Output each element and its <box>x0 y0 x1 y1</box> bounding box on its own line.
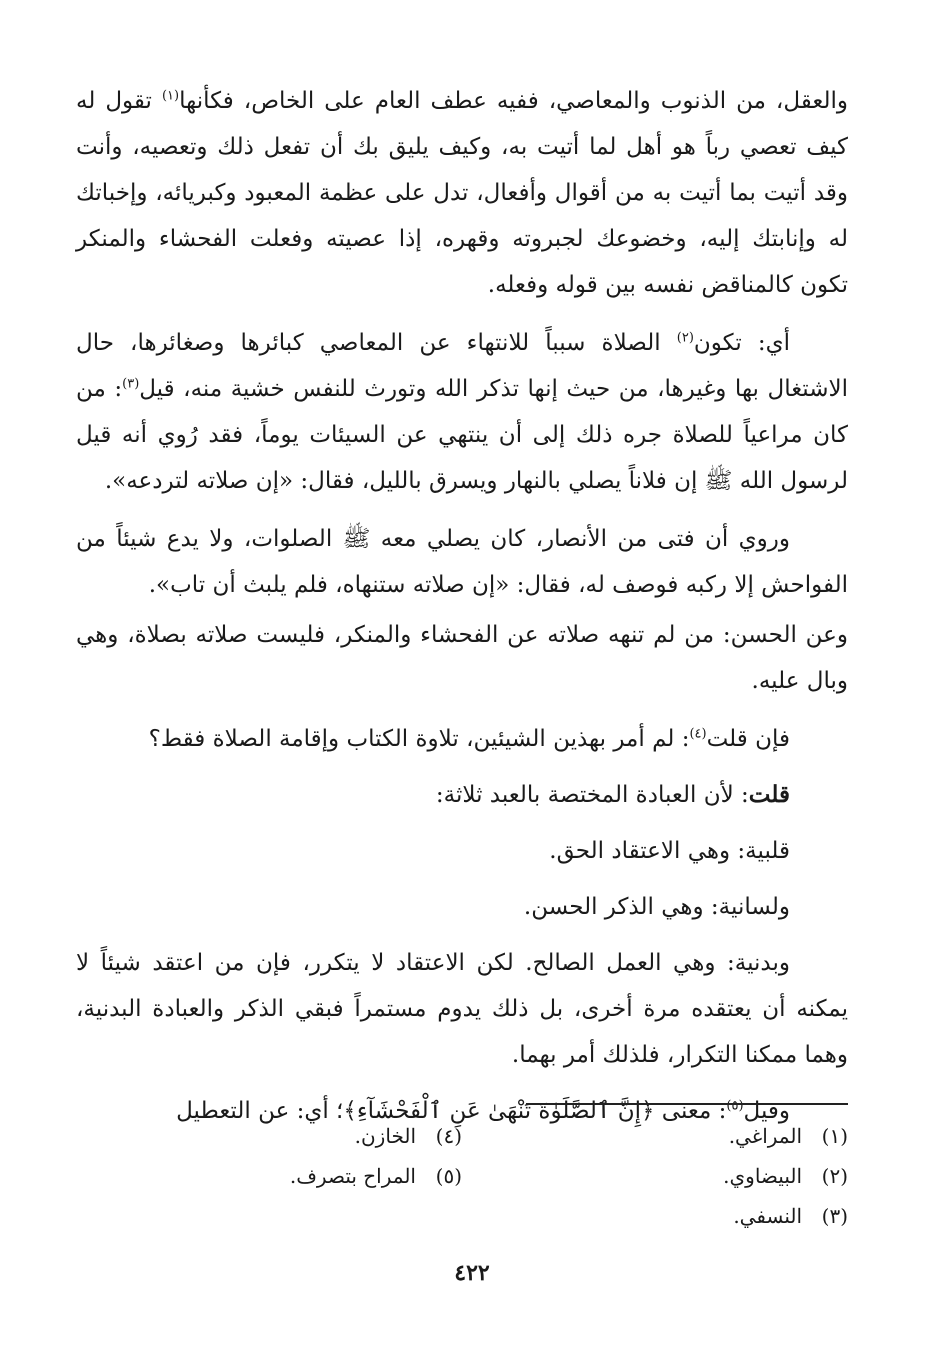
footnotes <box>76 1116 848 1236</box>
page-body <box>76 78 848 1146</box>
paragraph-2-text-a: أي: تكون <box>693 330 791 356</box>
footnote-text: الخازن. <box>354 1124 416 1148</box>
footnote-number: (١) <box>821 1124 848 1148</box>
footnotes-column-1 <box>502 1116 848 1236</box>
paragraph-10-text-b: : معنى <box>654 1098 727 1124</box>
footnote-number: (٤) <box>435 1124 462 1148</box>
paragraph-10-text-a: وقيل <box>743 1098 790 1124</box>
paragraph-8: ولسانية: وهي الذكر الحسن. <box>523 894 790 920</box>
footnote-item <box>116 1156 462 1196</box>
paragraph-1 <box>76 78 848 308</box>
footnote-ref-2: (٢) <box>676 330 694 346</box>
footnote-text: النسفي. <box>733 1204 802 1228</box>
paragraph-2-text-c: : من كان مراعياً للصلاة جره ذلك إلى أن ينتهي عن السيئات يوماً، فقد رُوي أنه قيل لرسول الله ﷺ إن فلاناً يصلي بالنهار ويسرق بالليل، فقال: «إن صلاته لتردعه». <box>76 376 848 494</box>
footnote-item <box>502 1116 848 1156</box>
quran-quote: ﴿إِنَّ ٱلصَّلَوٰةَ تَنْهَىٰ عَنِ ٱلْفَحْشَآءِ﴾ <box>343 1098 655 1124</box>
footnote-separator <box>526 1103 848 1105</box>
paragraph-1-text-b: تقول له كيف تعصي رباً هو أهل لما أتيت به، وكيف يليق بك أن تفعل ذلك وتعصيه، وأنت وقد أتيت بما أتيت به من أقوال وأفعال، تدل على عظمة المعبود وكبريائه، وإخباتك له وإنابتك إليه، وخضوعك لجبروته وقهره، إذا عصيته وفعلت الفحشاء والمنكر تكون كالمناقض نفسه بين قوله وفعله. <box>76 88 848 298</box>
page-number: ٤٢٢ <box>454 1260 490 1286</box>
paragraph-4: وعن الحسن: من لم تنهه صلاته عن الفحشاء والمنكر، فليست صلاته بصلاة، وهي وبال عليه. <box>76 622 848 694</box>
paragraph-10-text-c: ؛ أي: عن التعطيل <box>176 1098 344 1124</box>
paragraph-6-text: : لأن العبادة المختصة بالعبد ثلاثة: <box>435 782 749 808</box>
paragraph-5-text-b: : لم أمر بهذين الشيئين، تلاوة الكتاب وإقامة الصلاة فقط؟ <box>148 726 690 752</box>
footnote-ref-4: (٤) <box>689 726 707 742</box>
footnote-number: (٣) <box>821 1204 848 1228</box>
footnote-number: (٢) <box>821 1164 848 1188</box>
footnote-item <box>502 1196 848 1236</box>
footnote-ref-3: (٣) <box>122 376 140 392</box>
footnote-text: البيضاوي. <box>723 1164 802 1188</box>
footnotes-column-2 <box>116 1116 462 1236</box>
paragraph-7: قلبية: وهي الاعتقاد الحق. <box>549 838 790 864</box>
footnote-ref-1: (١) <box>161 88 180 104</box>
paragraph-2-text-b: الصلاة سبباً للانتهاء عن المعاصي كبائرها وصغائرها، حال الاشتغال بها وغيرها، من حيث إنها تذكر الله وتورث للنفس خشية منه، قيل <box>76 330 849 402</box>
footnote-text: المراح بتصرف. <box>289 1164 416 1188</box>
paragraph-9: وبدنية: وهي العمل الصالح. لكن الاعتقاد لا يتكرر، فإن من اعتقد شيئاً لا يمكنه أن يعتقده مرة أخرى، بل ذلك يدوم مستمراً فبقي الذكر والعبادة البدنية، وهما ممكنا التكرار، فلذلك أمر بهما. <box>76 950 848 1068</box>
paragraph-5-text-a: فإن قلت <box>706 726 790 752</box>
paragraph-1-text-a: والعقل، من الذنوب والمعاصي، ففيه عطف العام على الخاص، فكأنها <box>179 88 848 114</box>
footnote-number: (٥) <box>435 1164 462 1188</box>
qult-lead: قلت <box>748 781 790 808</box>
footnote-item <box>502 1156 848 1196</box>
footnote-item <box>116 1116 462 1156</box>
paragraph-2 <box>76 320 848 504</box>
paragraph-6 <box>76 772 848 818</box>
paragraph-5 <box>76 716 848 762</box>
paragraph-3: وروي أن فتى من الأنصار، كان يصلي معه ﷺ الصلوات، ولا يدع شيئاً من الفواحش إلا ركبه فوصف له، فقال: «إن صلاته ستنهاه، فلم يلبث أن تاب». <box>76 526 848 598</box>
footnote-ref-5: (٥) <box>726 1098 744 1114</box>
footnote-text: المراغي. <box>728 1124 802 1148</box>
